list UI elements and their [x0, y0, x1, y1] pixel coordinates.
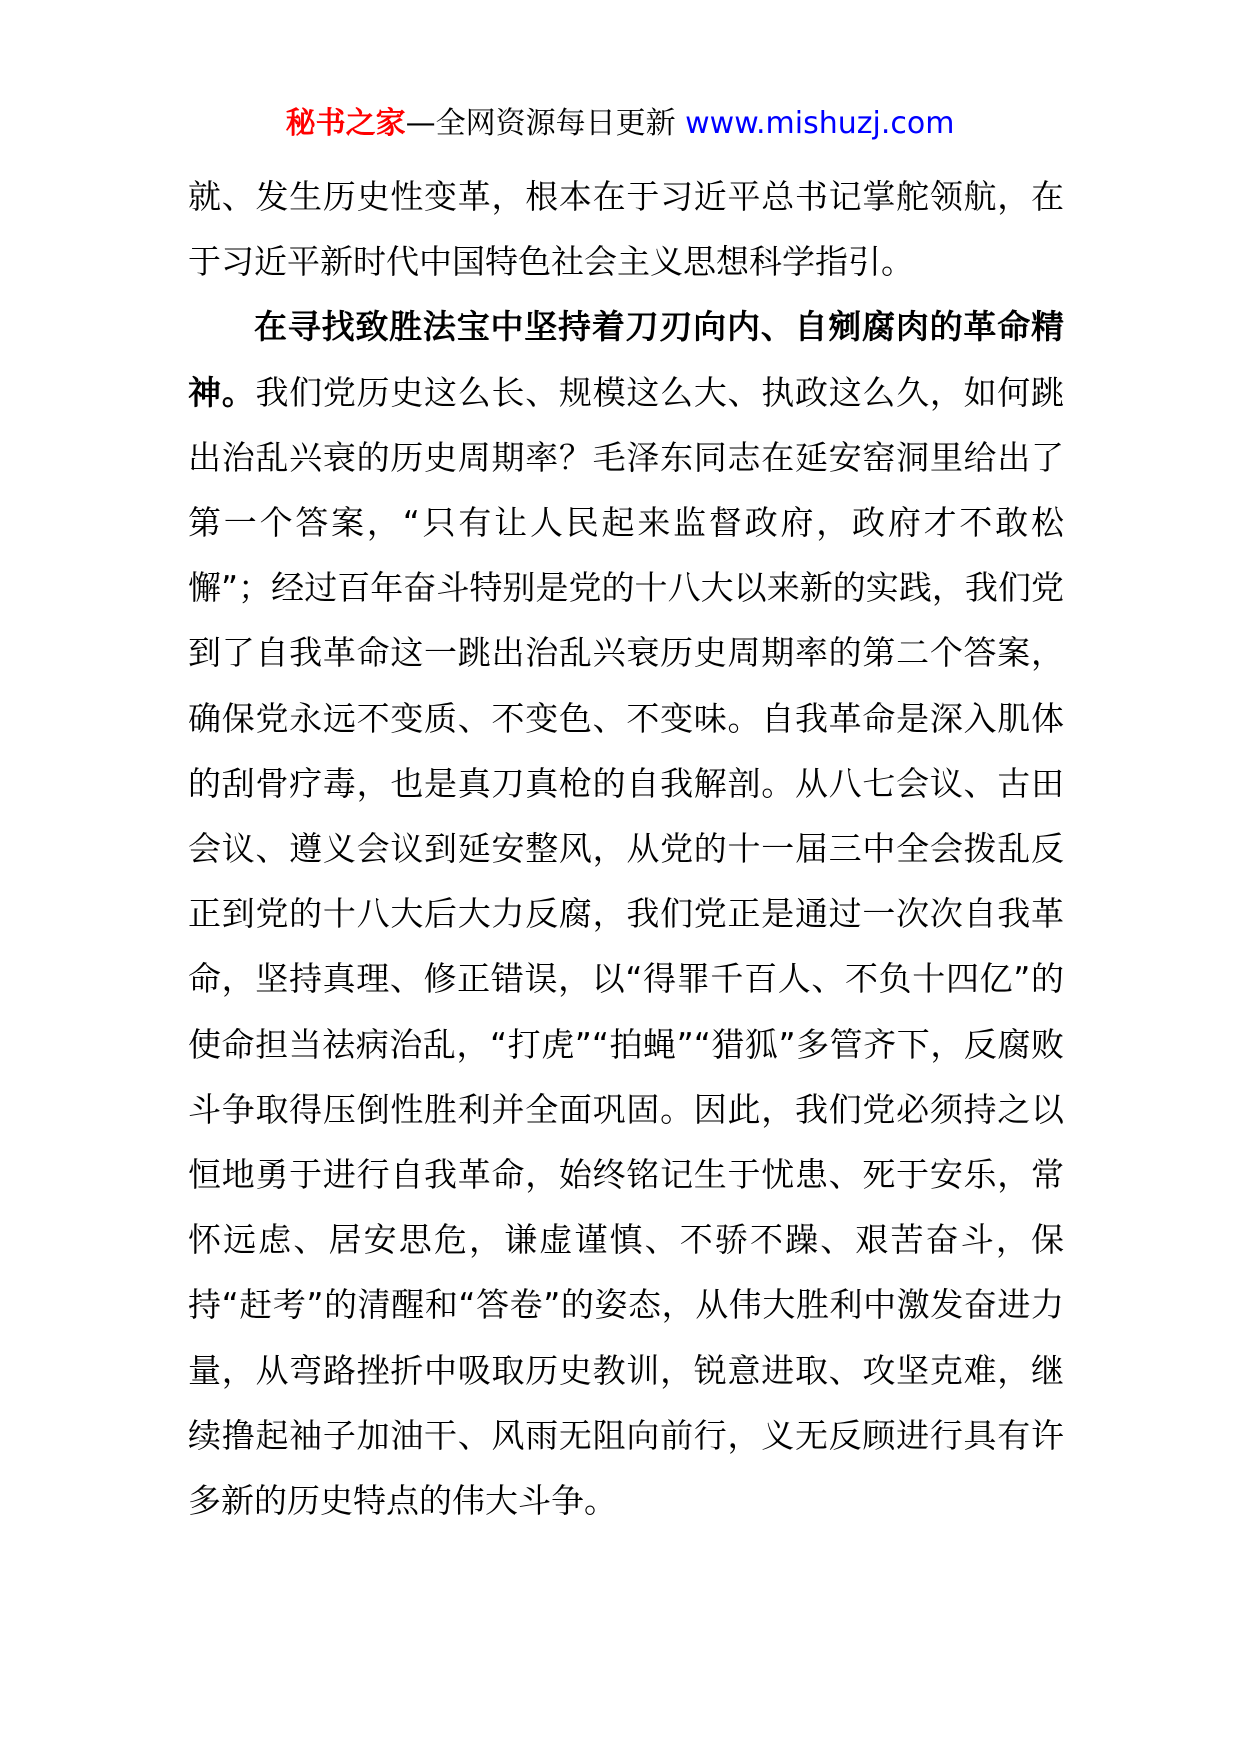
site-tagline: —全网资源每日更新	[405, 106, 686, 141]
site-brand: 秘书之家	[285, 106, 406, 141]
paragraph-heading: 在寻找致胜法宝中坚持着刀刃向内、自剜腐肉的革命精神。	[188, 307, 1064, 412]
site-url-link[interactable]: www.mishuzj.com	[685, 106, 955, 141]
paragraph-continuation: 就、发生历史性变革，根本在于习近平总书记掌舵领航，在于习近平新时代中国特色社会主义思想科学指引。	[188, 177, 1064, 282]
document-body	[188, 164, 1064, 1533]
paragraph-self-revolution	[188, 294, 1064, 1533]
page-header	[0, 98, 1240, 150]
paragraph-text: 我们党历史这么长、规模这么大、执政这么久，如何跳出治乱兴衰的历史周期率？毛泽东同志在延安窑洞里给出了第一个答案，“只有让人民起来监督政府，政府才不敢松懈”；经过百年奋斗特别是党的十八大以来新的实践，我们党到了自我革命这一跳出治乱兴衰历史周期率的第二个答案，确保党永远不变质、不变色、不变味。自我革命是深入肌体的刮骨疗毒，也是真刀真枪的自我解剖。从八七会议、古田会议、遵义会议到延安整风，从党的十一届三中全会拨乱反正到党的十八大后大力反腐，我们党正是通过一次次自我革命，坚持真理、修正错误，以“得罪千百人、不负十四亿”的使命担当祛病治乱，“打虎”“拍蝇”“猎狐”多管齐下，反腐败斗争取得压倒性胜利并全面巩固。因此，我们党必须持之以恒地勇于进行自我革命，始终铭记生于忧患、死于安乐，常怀远虑、居安思危，谦虚谨慎、不骄不躁、艰苦奋斗，保持“赶考”的清醒和“答卷”的姿态，从伟大胜利中激发奋进力量，从弯路挫折中吸取历史教训，锐意进取、攻坚克难，继续撸起袖子加油干、风雨无阻向前行，义无反顾进行具有许多新的历史特点的伟大斗争。	[188, 372, 1065, 1521]
